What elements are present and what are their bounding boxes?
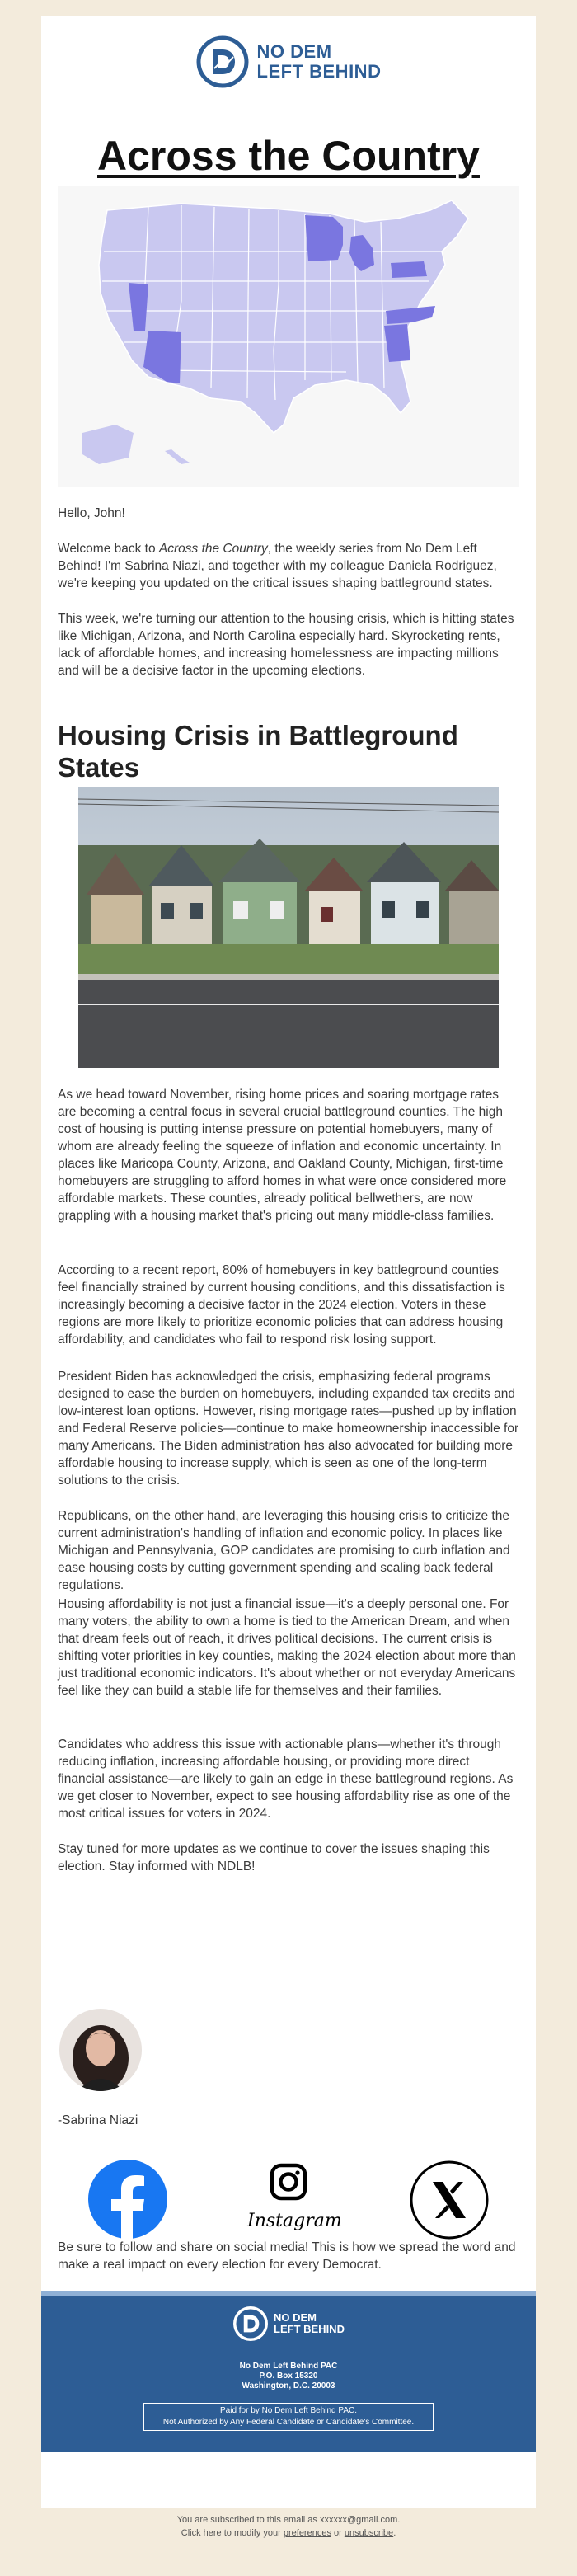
article-paragraph-6: Candidates who address this issue with actionable plans—whether it's through reducing inflation, increasing affordable housing, or providing more direct financial assistance—are likely to gain an edge in these battleground regions. As we get closer to November, expect to see housing affordability rise as one of the most critical issues for voters in 2024. <box>58 1737 514 1821</box>
series-name: Across the Country <box>158 542 268 556</box>
subscribed-suffix: . <box>397 2515 401 2525</box>
footer-brand-icon <box>232 2306 269 2342</box>
instagram-link[interactable] <box>247 2160 342 2243</box>
footer-org: No Dem Left Behind PAC <box>239 2362 338 2371</box>
subscribed-prefix: You are subscribed to this email as <box>176 2515 320 2525</box>
instagram-icon <box>247 2160 330 2210</box>
brand-line-2: LEFT BEHIND <box>256 61 382 82</box>
manage-suffix: . <box>393 2528 396 2538</box>
brand-d-icon <box>196 35 249 88</box>
paid-for-by: Paid for by No Dem Left Behind PAC. <box>219 2406 357 2415</box>
article-paragraph-4: Republicans, on the other hand, are leveraging this housing crisis to criticize the current administration's handling of inflation and economic policy. In places like Michigan and Pennsylvania, GOP candidates are promising to curb inflation and ease housing costs by cutting government spending and scaling back federal regulations. <box>58 1509 510 1592</box>
disclaimer-box <box>143 2403 434 2431</box>
greeting: Hello, John! <box>58 506 125 520</box>
page-title: Across the Country <box>97 133 480 179</box>
houses-photo <box>78 787 499 1068</box>
brand-line-1: NO DEM <box>256 41 332 62</box>
subscription-notice <box>0 2513 577 2540</box>
article-paragraph-3: President Biden has acknowledged the crisis, emphasizing federal programs designed to ease the burden on homebuyers, including expanded tax credits and low-interest loan options. However, rising mortgage rates—pushed up by inflation and Federal Reserve policies—continue to make homeownership inaccessible for many Americans. The Biden administration has also advocated for building more affordable housing to increase supply, which is seen as one of the long-term solutions to the crisis. <box>58 1370 519 1488</box>
intro-text-a: Welcome back to <box>58 542 159 556</box>
subscribed-line <box>0 2513 577 2527</box>
signature: -Sabrina Niazi <box>58 2113 138 2127</box>
intro-text-b: , the weekly series from No Dem Left Behind! I'm Sabrina Niazi, and together with my colleague Daniela Rodriguez, we're keeping you updated on the critical issues shaping battleground states. <box>58 542 497 590</box>
brand-logo[interactable] <box>41 29 536 95</box>
intro-paragraph-1 <box>58 540 519 592</box>
article-paragraph-5: Housing affordability is not just a financial issue—it's a deeply personal one. For many voters, the ability to own a home is tied to the American Dream, and when that dream feels out of reach, it drives political decisions. The current crisis is shifting voter priorities in key counties, making the 2024 election about more than just traditional economic indicators. It's about whether or not everyday Americans feel like they can build a stable life for themselves and their families. <box>58 1597 516 1698</box>
footer-address <box>41 2362 536 2391</box>
footer-brand-name <box>274 2312 345 2335</box>
social-cta: Be sure to follow and share on social media! This is how we spread the word and make a real impact on every election for every Democrat. <box>58 2240 516 2272</box>
article-paragraph-1: As we head toward November, rising home prices and soaring mortgage rates are becoming a central focus in several crucial battleground counties. The high cost of housing is putting intense pressure on potential homebuyers, many of whom are already feeling the squeeze of inflation and economic uncertainty. In places like Maricopa County, Arizona, and Oakland County, Michigan, first-time homebuyers are struggling to afford homes in what were once considered more affordable markets. These counties, already political bellwethers, are now grappling with a housing market that's pricing out many middle-class families. <box>58 1088 507 1223</box>
manage-mid: or <box>331 2528 345 2538</box>
footer <box>41 2291 536 2452</box>
minnesota-highlight <box>305 215 343 261</box>
x-twitter-icon[interactable] <box>408 2159 490 2241</box>
manage-line <box>0 2527 577 2540</box>
facebook-icon[interactable] <box>87 2158 169 2240</box>
article-paragraph-2: According to a recent report, 80% of homebuyers in key battleground counties feel financially strained by current housing conditions, and this dissatisfaction is increasingly becoming a decisive factor in the 2024 election. Voters in these regions are more likely to prioritize economic policies that can address housing affordability, and candidates who fail to respond risk losing support. <box>58 1263 505 1347</box>
brand-name <box>257 42 382 82</box>
footer-po-box: P.O. Box 15320 <box>259 2372 318 2381</box>
footer-brand-line-1: NO DEM <box>274 2311 317 2324</box>
footer-logo[interactable] <box>41 2306 536 2342</box>
intro-paragraph-2: This week, we're turning our attention to the housing crisis, which is hitting states like Michigan, Arizona, and North Carolina especially hard. Skyrocketing rents, lack of affordable homes, and increasing homelessness are impacting millions and will be a decisive factor in the upcoming elections. <box>58 612 514 678</box>
preferences-link[interactable]: preferences <box>283 2528 331 2538</box>
author-avatar <box>59 2009 142 2091</box>
subscriber-email: xxxxxx@gmail.com <box>319 2515 398 2525</box>
footer-city: Washington, D.C. 20003 <box>242 2381 335 2390</box>
instagram-wordmark: Instagram <box>247 2211 342 2231</box>
unsubscribe-link[interactable]: unsubscribe <box>344 2528 394 2538</box>
footer-brand-line-2: LEFT BEHIND <box>274 2323 345 2335</box>
email-card <box>41 16 536 2508</box>
us-map-image <box>58 186 519 487</box>
pennsylvania-highlight <box>391 261 427 278</box>
manage-prefix: Click here to modify your <box>181 2528 284 2538</box>
not-authorized: Not Authorized by Any Federal Candidate or Candidate's Committee. <box>162 2418 415 2427</box>
section-heading: Housing Crisis in Battleground States <box>58 720 458 783</box>
article-paragraph-7: Stay tuned for more updates as we continue to cover the issues shaping this election. Stay informed with NDLB! <box>58 1842 490 1873</box>
